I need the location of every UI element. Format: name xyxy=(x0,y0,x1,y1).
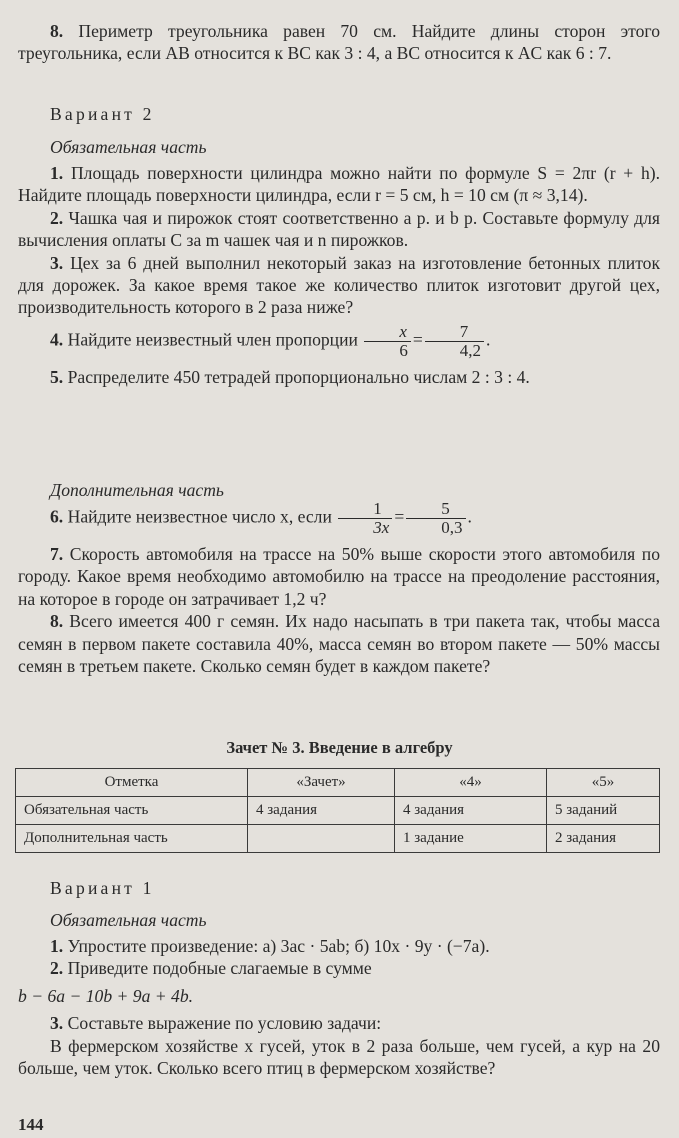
zachet-title: Зачет № 3. Введение в алгебру xyxy=(226,738,453,757)
table-cell: 2 задания xyxy=(547,825,660,853)
table-cell: 1 задание xyxy=(395,825,547,853)
task-5 xyxy=(18,366,660,388)
table-cell: 4 задания xyxy=(395,797,547,825)
table-row xyxy=(16,825,660,853)
v2-tasks-1-5 xyxy=(18,162,660,388)
table-row xyxy=(16,797,660,825)
task-number: 3. xyxy=(50,1013,64,1034)
table-header-row xyxy=(16,769,660,797)
task-number: 8. xyxy=(50,611,64,632)
denominator: 3x xyxy=(373,518,390,537)
task-number: 8. xyxy=(50,21,64,41)
task-text: Площадь поверхности цилиндра можно найти по формуле S = 2πr (r + h). Найдите площадь поверхности цилиндра, если r = 5 см, h = 10 см (π ≈ 3,14). xyxy=(18,163,660,206)
task-3 xyxy=(18,252,660,319)
equals-sign: = xyxy=(412,329,423,350)
task-text: Упростите произведение: а) 3ac · 5ab; б) 10x · 9y · (−7a). xyxy=(67,936,490,956)
variant-2-heading: Вариант 2 xyxy=(50,104,155,124)
additional-part-heading: Дополнительная часть xyxy=(50,480,224,500)
table-header-cell: «5» xyxy=(547,769,660,797)
task-8-prev xyxy=(18,20,660,65)
v1-tasks xyxy=(18,935,660,1079)
task-4 xyxy=(18,323,660,360)
table-header-cell: «4» xyxy=(395,769,547,797)
task-text: Составьте выражение по условию задачи: xyxy=(67,1013,382,1034)
table-cell xyxy=(248,825,395,853)
fraction xyxy=(364,323,411,360)
task-number: 4. xyxy=(50,329,64,350)
task-text: Чашка чая и пирожок стоят соответственно a р. и b р. Составьте формулу для вычисления оплаты C за m чашек чая и n пирожков. xyxy=(18,207,660,251)
task-number: 1. xyxy=(50,163,64,183)
table-cell: Обязательная часть xyxy=(16,797,248,825)
grading-table xyxy=(15,768,660,853)
task-8 xyxy=(18,610,660,677)
denominator: 0,3 xyxy=(441,518,463,537)
task-6 xyxy=(18,500,660,537)
task-number: 7. xyxy=(50,544,64,564)
equals-sign: = xyxy=(394,506,405,527)
fraction xyxy=(338,500,392,537)
table-header-cell: Отметка xyxy=(16,769,248,797)
table-header-cell: «Зачет» xyxy=(248,769,395,797)
task-number: 5. xyxy=(50,366,64,387)
period: . xyxy=(486,329,491,350)
required-part-heading: Обязательная часть xyxy=(50,910,207,930)
task-number: 1. xyxy=(50,936,64,956)
table-cell: 4 задания xyxy=(248,797,395,825)
task-number: 2. xyxy=(50,207,64,228)
numerator: 1 xyxy=(338,500,392,519)
task-text: Найдите неизвестный член пропорции xyxy=(67,329,358,350)
variant-1-heading: Вариант 1 xyxy=(50,878,155,898)
task-text: Распределите 450 тетрадей пропорционально числам 2 : 3 : 4. xyxy=(67,366,530,387)
formula: b − 6a − 10b + 9a + 4b. xyxy=(18,985,194,1006)
task-text: Приведите подобные слагаемые в сумме xyxy=(67,958,372,979)
task-3-body: В фермерском хозяйстве x гусей, уток в 2 раза больше, чем гусей, а кур на 20 больше, чем уток. Сколько всего птиц в фермерском хозяйстве? xyxy=(18,1035,660,1079)
task-3 xyxy=(18,1012,660,1034)
v2-tasks-6-8 xyxy=(18,500,660,677)
task-number: 6. xyxy=(50,506,64,527)
page-number: 144 xyxy=(18,1115,44,1134)
task-text: Цех за 6 дней выполнил некоторый заказ на изготовление бетонных плиток для дорожек. За какое время такое же количество плиток изготовит другой цех, производительность которого в 2 раза ниже? xyxy=(18,252,660,318)
fraction xyxy=(406,500,465,537)
task-7 xyxy=(18,543,660,610)
task-number: 2. xyxy=(50,958,64,979)
task-2 xyxy=(18,207,660,252)
fraction xyxy=(425,323,484,360)
period: . xyxy=(467,506,472,527)
table-cell: Дополнительная часть xyxy=(16,825,248,853)
required-part-heading: Обязательная часть xyxy=(50,137,207,157)
task-text: Скорость автомобиля на трассе на 50% выше скорости этого автомобиля по городу. Какое время необходимо автомобилю на трассе на преодоление расстояния, на которое в городе он затрачивает 1,2 ч? xyxy=(18,544,661,609)
numerator: 7 xyxy=(425,323,484,342)
table-cell: 5 заданий xyxy=(547,797,660,825)
task-1 xyxy=(18,935,660,957)
task-1 xyxy=(18,162,660,207)
task-number: 3. xyxy=(50,252,64,273)
task-text: Периметр треугольника равен 70 см. Найдите длины сторон этого треугольника, если AB относится к BC как 3 : 4, а BC относится к AC как 6 : 7. xyxy=(18,21,660,64)
denominator: 4,2 xyxy=(459,340,482,360)
denominator: 6 xyxy=(399,340,408,360)
numerator: x xyxy=(364,323,411,342)
task-2 xyxy=(18,957,660,979)
task-text: Всего имеется 400 г семян. Их надо насыпать в три пакета так, чтобы масса семян в первом пакете составила 40%, масса семян во втором пакете — 50% массы семян в третьем пакете. Сколько семян будет в каждом пакете? xyxy=(18,611,661,677)
task-text: Найдите неизвестное число x, если xyxy=(67,506,332,527)
numerator: 5 xyxy=(406,500,465,519)
